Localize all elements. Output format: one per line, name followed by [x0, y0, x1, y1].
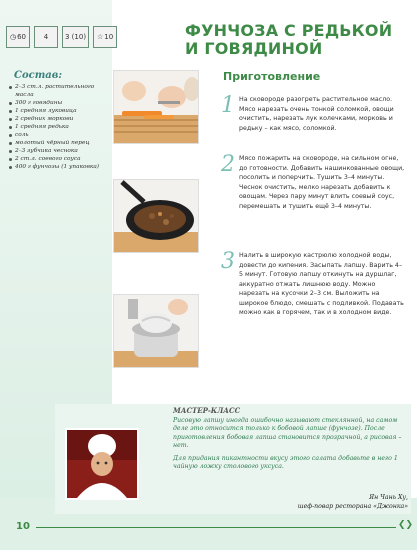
list-item: 2–3 ст.л. растительного масла: [8, 83, 108, 99]
list-item: 1 средняя луковица: [8, 107, 108, 115]
photo-frying-pan: [113, 179, 199, 253]
step-number: 3: [221, 249, 235, 274]
corner-mark: ❮❯: [398, 520, 414, 530]
step-2: [221, 154, 406, 211]
chef-signature: [290, 493, 408, 511]
page-number: 10: [16, 521, 30, 532]
photo-noodles-colander: [113, 294, 199, 368]
master-class-heading: МАСТЕР-КЛАСС: [173, 406, 241, 415]
step-text: Мясо пожарить на сковороде, на сильном огне, до готовности. Добавить нашинкованные овощи, посолить и поперчить. Тушить 3–4 минуты. Чеснок очистить, мелко нарезать добавить к овощам. Через пару минут влить соевый соус, перемешать и тушить ещё 3–4 минуты.: [239, 155, 405, 210]
list-item: 300 г говядины: [8, 99, 108, 107]
chef-hat-icon: 4: [34, 26, 58, 48]
list-item: 2 ст.л. соевого соуса: [8, 155, 108, 163]
step-3: [221, 251, 406, 318]
page-title: ФУНЧОЗА С РЕДЬКОЙ И ГОВЯДИНОЙ: [185, 21, 393, 58]
list-item: 1 средняя редька: [8, 123, 108, 131]
ingredients-heading: Состав:: [14, 70, 63, 81]
list-item: молотый чёрный перец: [8, 139, 108, 147]
recipe-icons: [6, 26, 117, 48]
photo-cutting-vegetables: [113, 70, 199, 144]
list-item: 2–3 зубчика чеснока: [8, 147, 108, 155]
star-icon: ☆ 10: [93, 26, 117, 48]
master-class-paragraph-2: Для придания пикантности вкусу этого салата добавьте в него 1 чайную ложку столового уксуса.: [173, 454, 398, 470]
list-item: 400 г фунчозы (1 упаковка): [8, 163, 108, 171]
chef-photo: [65, 428, 139, 500]
ingredients-list: [8, 83, 108, 171]
ingredients-block: [8, 70, 108, 171]
step-text: На сковороде разогреть растительное масло. Мясо нарезать очень тонкой соломкой, овощи очистить, нарезать лук колечками, морковь и редьку – как мясо, соломкой.: [239, 96, 394, 132]
clock-icon: ◷ 60: [6, 26, 30, 48]
chef-role: шеф-повар ресторана «Джонка»: [297, 503, 408, 510]
step-number: 1: [221, 93, 235, 118]
footer-rule: [36, 527, 396, 528]
chef-name: Ян Чань Ху,: [369, 494, 408, 501]
preparation-heading: Приготовление: [223, 70, 321, 83]
servings-icon: 3 (10): [62, 26, 89, 48]
list-item: 2 средних моркови: [8, 115, 108, 123]
master-class-text: [173, 407, 403, 476]
step-text: Налить в широкую кастрюлю холодной воды, довести до кипения. Засыпать лапшу. Варить 4–5 минут. Готовую лапшу откинуть на дуршлаг, аккуратно отжать лишнюю воду. Можно нарезать на кусочки 2–3 см. Выложить на широкое блюдо, смешать с подливкой. Подавать можно как в горячем, так и в холодном виде.: [239, 252, 404, 316]
master-class-paragraph-1: Рисовую лапшу иногда ошибочно называют стеклянной, на самом деле это относится только к бобовой лапше (фунчозе). После приготовления бобовая лапша становится прозрачной, а рисовая – нет.: [173, 416, 402, 449]
step-number: 2: [221, 152, 235, 177]
step-1: [221, 95, 406, 133]
list-item: соль: [8, 131, 108, 139]
